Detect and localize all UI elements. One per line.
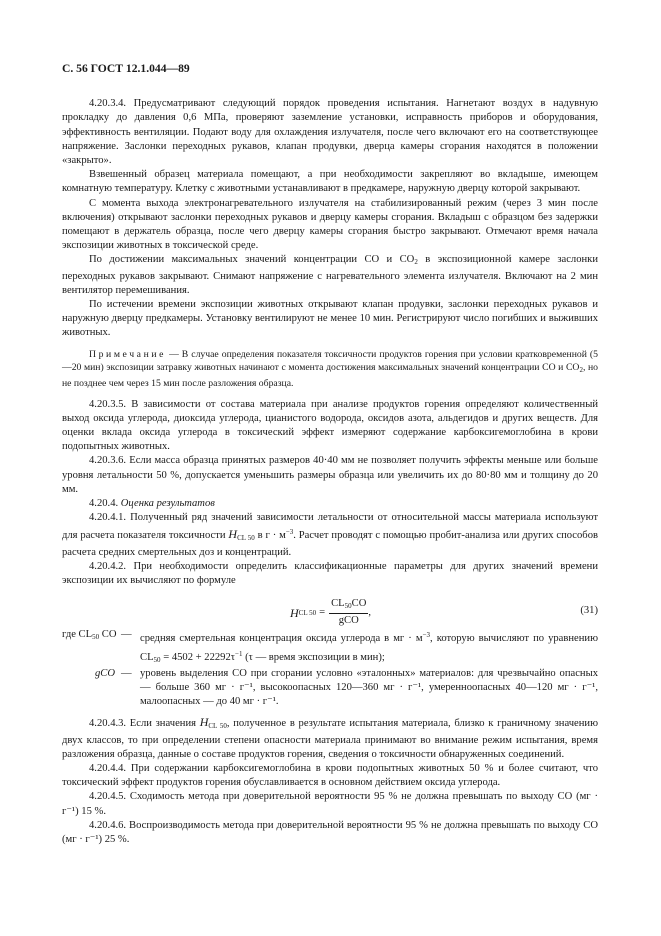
paragraph-exposure-end: По истечении времени экспозиции животных открывают клапан продувки, заслонки переходных рукавов и наружную дверцу предкамеры. Установку вентилируют не менее 10 мин. Регистрируют число погибших и выживших животных. [62,299,598,339]
paragraph-max-concentration: По достижении максимальных значений концентрации CO и $CO_2$ в экспозиционной камере заслонки переходных рукавов закрывают. Снимают напряжение с нагревательного элемента излучателя. Включают на 2 мин вентилятор перемешивания. [62,254,598,296]
formula-number: (31) [580,605,598,617]
definition-gco: gCO — уровень выделения CO при сгорании условно «эталонных» материалов: для чрезвычайно опасных — больше 360 мг · г⁻¹, высокоопасных 120—360 мг · г⁻¹, умеренноопасных 40—120 мг · г⁻¹, малоопасных — до 40 мг · г⁻¹. [94,667,598,708]
paragraph-heater-start: С момента выхода электронагревательного излучателя на стабилизированный режим (через 3 мин после включения) открывают заслонки переходных рукавов и дверцу камеры сгорания. Вкладыш с образцом без задержки помещают в держатель образца, после чего дверцу камеры сгорания быстро закрывают. Отмечают время начала экспозиции животных в токсической среде. [62,197,598,252]
note-label: Примечание [89,348,167,360]
paragraph-4-20-3-6: 4.20.3.6. Если масса образца принятых размеров 40·40 мм не позволяет получить эффекты меньше или больше уровня летальности 50 %, допускается уменьшить размеры образца или увеличить их до 80·80 мм и толщину до 20 мм. [62,455,598,495]
paragraph-sample-placement: Взвешенный образец материала помещают, а при необходимости закрепляют во вкладыше, имеющем комнатную температуру. Клетку с животными устанавливают в предкамере, наружную дверцу которой закрывают. [62,169,598,195]
paragraph-4-20-4-5: 4.20.4.5. Сходимость метода при доверительной вероятности 95 % не должна превышать по выходу CO (мг · г⁻¹) 15 %. [62,791,598,817]
paragraph-4-20-4-1: 4.20.4.1. Полученный ряд значений зависимости летальности от относительной массы материала используют для расчета показателя токсичности $H_{CL 50}$ в $г \cdot м^{-3}$. Расчет проводят с помощью пробит-анализа или других способов расчета средних смертельных доз и концентраций. [62,512,598,558]
paragraph-4-20-4-6: 4.20.4.6. Воспроизводимость метода при доверительной вероятности 95 % не должна превышать по выходу CO (мг · г⁻¹) 25 %. [62,819,598,845]
paragraph-4-20-3-5: 4.20.3.5. В зависимости от состава материала при анализе продуктов горения определяют количественный выход оксида углерода, диоксида углерода, цианистого водорода, оксидов азота, альдегидов и других веществ. Для оценки вклада оксида углерода в токсический эффект измеряют содержание карбоксигемоглобина в крови подопытных животных. [62,398,598,453]
note: Примечание — В случае определения показателя токсичности продуктов горения при условии кратковременной (5—20 мин) экспозиции затравку животных начинают с момента достижения максимальных значений концентрации CO и $CO_2$, но не позднее чем через 15 мин после разложения образца. [62,348,599,389]
formula-fraction: $\frac{CL_{50}CO}{\text{gCO}}$ [331,598,367,627]
paragraph-4-20-4-2: 4.20.4.2. При необходимости определить классификационные параметры для других значений времени экспозиции их вычисляют по формуле [62,560,598,587]
formula-definitions [62,628,598,709]
definition-cl50co: где $CL_{50}$ CO — средняя смертельная концентрация оксида углерода в мг · $м^{-3}$, которую вычисляют по уравнению $CL_{50} = 4502 + 22292\tau^{-1}$ (τ — время экспозиции в мин); [62,629,599,664]
paragraph-4-20-4-4: 4.20.4.4. При содержании карбоксигемоглобина в крови подопытных животных 50 % и более считают, что токсический эффект продуктов горения обуславливается в основном действием оксида углерода. [62,762,598,789]
paragraph-4-20-4-3: 4.20.4.3. Если значения $H_{CL 50}$, полученное в результате испытания материала, близко к граничному значению двух классов, то при определении степени опасности материала принимают во внимание режим испытания, время разложения образца, данные о составе продуктов горения, сведения о токсичности обнаруженных соединений. [62,715,599,760]
formula-31: H CL 50 = $\frac{CL_{50}CO}{\text{gCO}}$ , (31) [290,598,598,627]
section-heading-4-20-4: 4.20.4. Оценка результатов [89,498,215,510]
paragraph-4-20-3-4: 4.20.3.4. Предусматривают следующий порядок проведения испытания. Нагнетают воздух в надувную прокладку до давления 0,6 МПа, проверяют заземление установки, исправность приборов и оборудования, эффективность вентиляции. Подают воду для охлаждения излучателя, после чего включают его на соответствующее напряжение. Заслонки переходных рукавов, клапан продувки, дверца камеры сгорания находятся в положении «закрыто». [62,98,598,167]
page-header: С. 56 ГОСТ 12.1.044—89 [62,62,190,75]
